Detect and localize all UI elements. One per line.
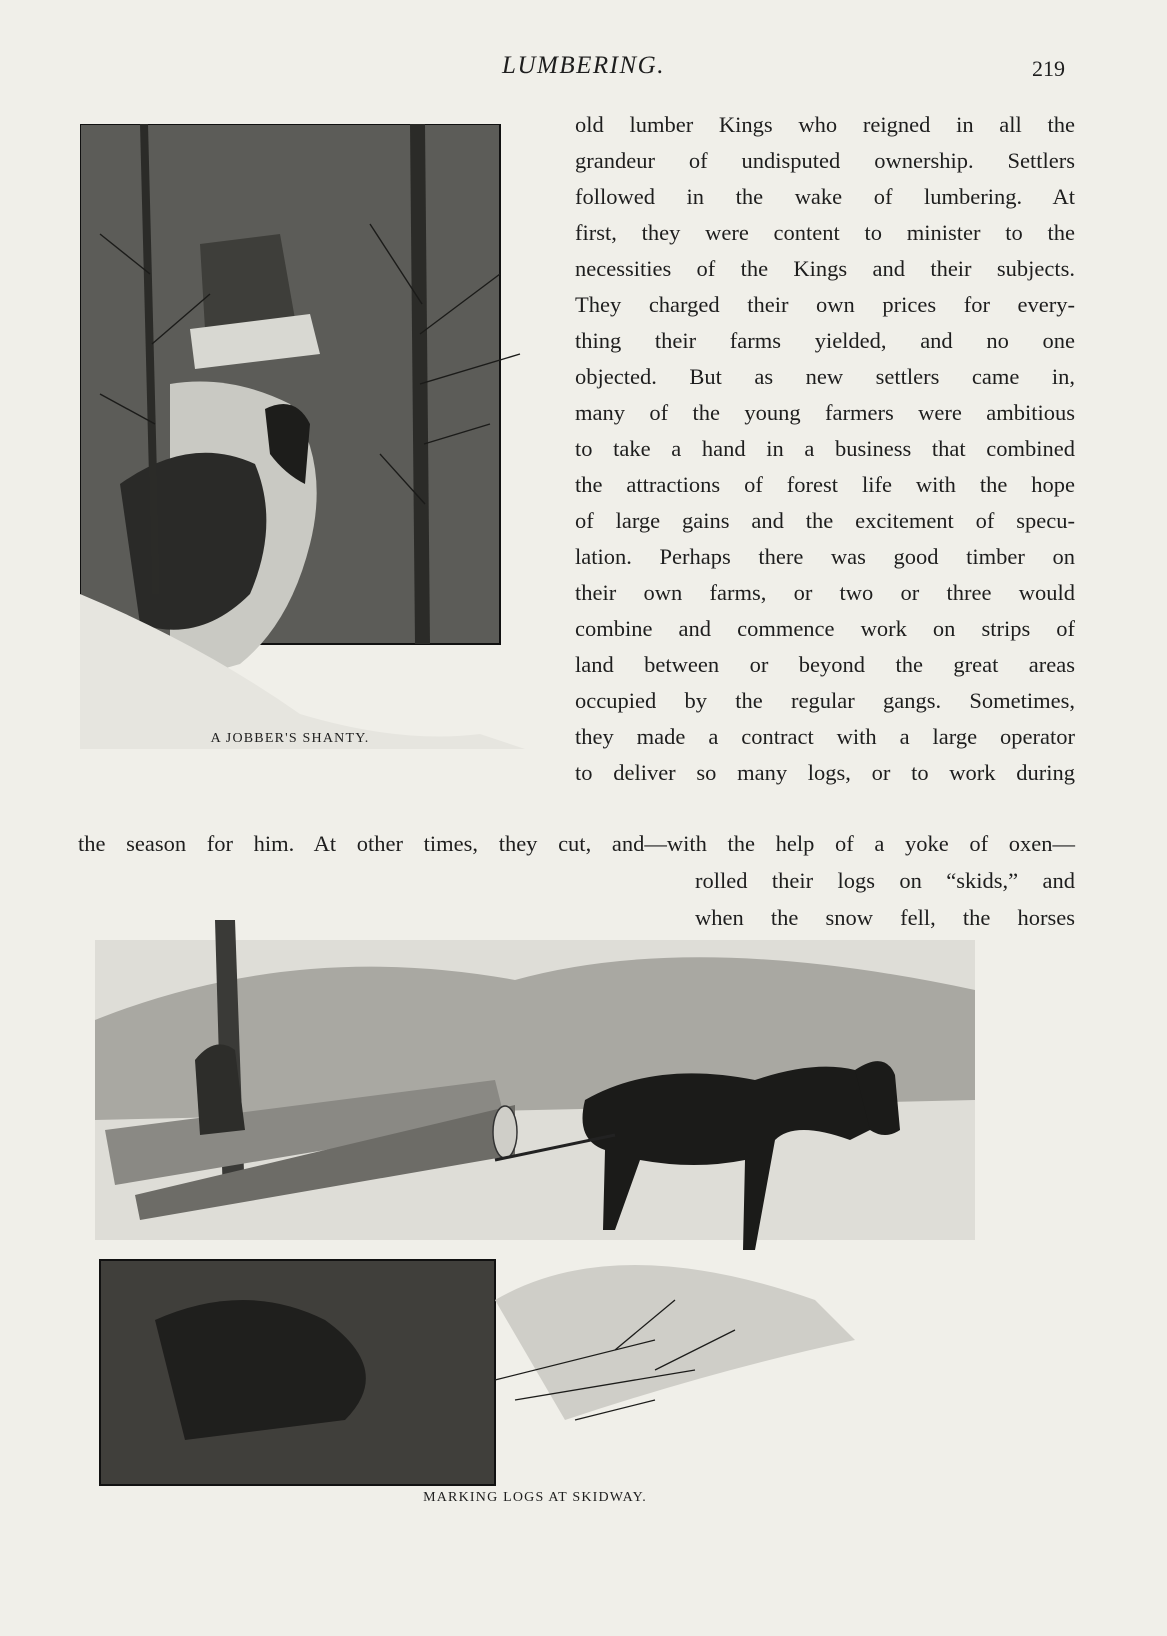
- body-text-line: to deliver so many logs, or to work during: [575, 760, 1075, 785]
- body-text-line: land between or beyond the great areas: [575, 652, 1075, 677]
- body-text-line: they made a contract with a large operator: [575, 724, 1075, 749]
- body-text-line: old lumber Kings who reigned in all the: [575, 112, 1075, 137]
- figure-caption: MARKING LOGS AT SKIDWAY.: [423, 1490, 647, 1505]
- body-text-line: rolled their logs on “skids,” and: [695, 868, 1075, 893]
- body-text-line: their own farms, or two or three would: [575, 580, 1075, 605]
- body-text-line: objected. But as new settlers came in,: [575, 364, 1075, 389]
- body-text-line: many of the young farmers were ambitious: [575, 400, 1075, 425]
- body-text-line: the season for him. At other times, they cut, and—with the help of a yoke of oxen—: [78, 831, 1075, 856]
- body-text-line: of large gains and the excitement of specu-: [575, 508, 1075, 533]
- page-number: 219: [1032, 56, 1065, 81]
- body-text-line: when the snow fell, the horses: [695, 905, 1075, 930]
- body-text-line: lation. Perhaps there was good timber on: [575, 544, 1075, 569]
- body-text-line: necessities of the Kings and their subjects.: [575, 256, 1075, 281]
- body-text-line: thing their farms yielded, and no one: [575, 328, 1075, 353]
- body-text-line: They charged their own prices for every-: [575, 292, 1075, 317]
- body-text-line: the attractions of forest life with the hope: [575, 472, 1075, 497]
- body-text-line: occupied by the regular gangs. Sometimes,: [575, 688, 1075, 713]
- body-text-line: first, they were content to minister to the: [575, 220, 1075, 245]
- body-text-line: to take a hand in a business that combined: [575, 436, 1075, 461]
- running-header-title: LUMBERING.: [502, 52, 665, 79]
- body-text-line: followed in the wake of lumbering. At: [575, 184, 1075, 209]
- figure-caption: A JOBBER'S SHANTY.: [210, 731, 370, 746]
- jobbers-shanty-engraving: [80, 124, 525, 749]
- body-text-line: grandeur of undisputed ownership. Settlers: [575, 148, 1075, 173]
- body-text-line: combine and commence work on strips of: [575, 616, 1075, 641]
- skidway-engraving: [95, 900, 975, 1540]
